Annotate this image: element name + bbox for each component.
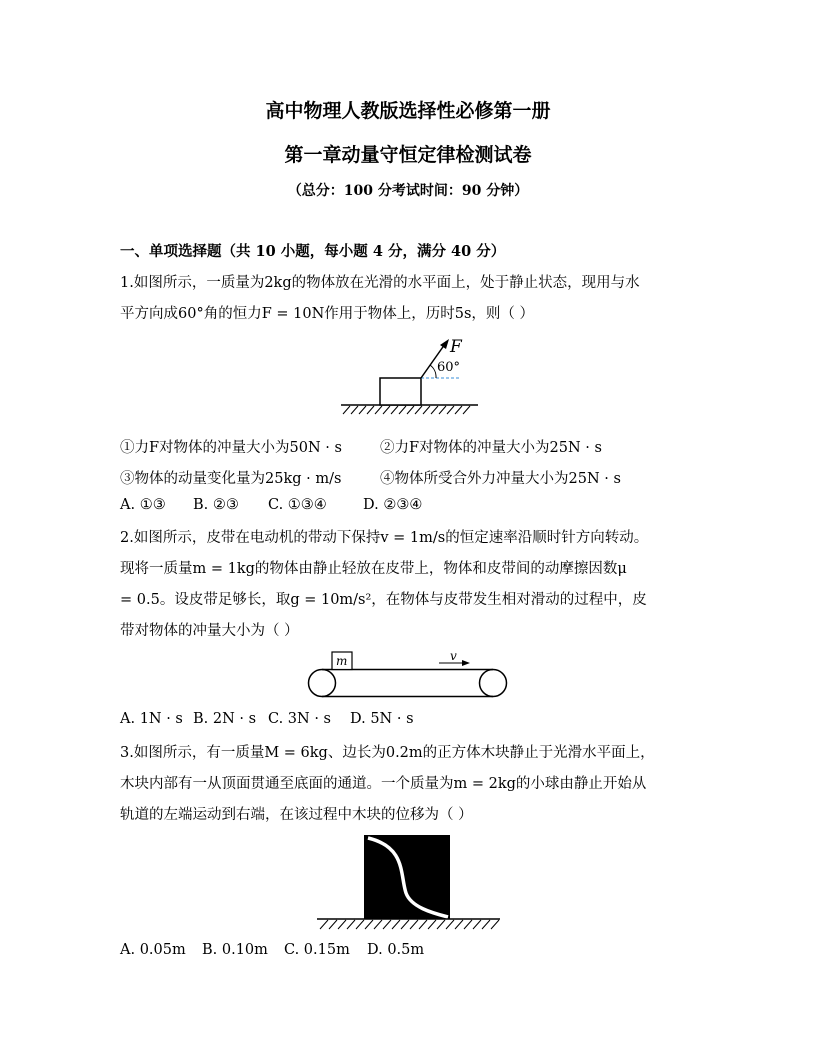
- q1-option-b[interactable]: B. ②③: [193, 497, 239, 513]
- q1-angle-arc: [430, 365, 436, 378]
- q1-angle-label: 60°: [437, 360, 461, 375]
- q1-statement-2: ②力F对物体的冲量大小为25N · s: [380, 440, 602, 456]
- q1-statement-3: ③物体的动量变化量为25kg · m/s: [120, 471, 342, 487]
- q3-figure: [314, 833, 502, 933]
- q1-block: [380, 378, 421, 405]
- q3-ground-hatch: [320, 920, 499, 929]
- q1-figure: [336, 334, 482, 416]
- q2-right-pulley: [480, 670, 507, 697]
- q2-left-pulley: [309, 670, 336, 697]
- section-heading: 一、单项选择题（共 10 小题，每小题 4 分，满分 40 分）: [120, 243, 506, 260]
- q2-option-a[interactable]: A. 1N · s: [120, 711, 183, 727]
- q3-option-b[interactable]: B. 0.10m: [202, 942, 268, 958]
- q3-stem-line2: 木块内部有一从顶面贯通至底面的通道。一个质量为m = 2kg的小球由静止开始从: [120, 776, 647, 792]
- exam-info: （总分：100 分考试时间：90 分钟）: [287, 183, 529, 199]
- q2-stem-line4: 带对物体的冲量大小为（ ）: [120, 623, 299, 639]
- q1-ground-hatch: [343, 406, 470, 414]
- exam-subtitle: 第一章动量守恒定律检测试卷: [284, 144, 532, 166]
- q3-option-c[interactable]: C. 0.15m: [284, 942, 350, 958]
- q2-stem-line3: = 0.5。设皮带足够长，取g = 10m/s²，在物体与皮带发生相对滑动的过程中，皮: [120, 592, 647, 608]
- q2-velocity-label: v: [450, 649, 457, 663]
- q1-force-arrowhead: [440, 339, 449, 349]
- q3-wooden-block: [364, 835, 450, 919]
- exam-title: 高中物理人教版选择性必修第一册: [265, 100, 551, 122]
- q1-force-label: F: [450, 337, 462, 357]
- q3-option-d[interactable]: D. 0.5m: [367, 942, 425, 958]
- q1-stem-line1: 1.如图所示，一质量为2kg的物体放在光滑的水平面上，处于静止状态，现用与水: [120, 275, 640, 291]
- q2-figure: [300, 647, 512, 703]
- q1-option-c[interactable]: C. ①③④: [268, 497, 327, 513]
- q2-option-b[interactable]: B. 2N · s: [193, 711, 257, 727]
- q1-option-d[interactable]: D. ②③④: [363, 497, 423, 513]
- q2-block-label: m: [336, 654, 348, 668]
- q1-stem-line2: 平方向成60°角的恒力F = 10N作用于物体上，历时5s，则（ ）: [120, 306, 535, 322]
- q3-stem-line1: 3.如图所示，有一质量M = 6kg、边长为0.2m的正方体木块静止于光滑水平面上，: [120, 745, 655, 761]
- q2-option-c[interactable]: C. 3N · s: [268, 711, 331, 727]
- q3-option-a[interactable]: A. 0.05m: [120, 942, 186, 958]
- q1-statement-4: ④物体所受合外力冲量大小为25N · s: [380, 471, 621, 487]
- q3-stem-line3: 轨道的左端运动到右端，在该过程中木块的位移为（ ）: [120, 807, 473, 823]
- q1-statement-1: ①力F对物体的冲量大小为50N · s: [120, 440, 342, 456]
- q2-option-d[interactable]: D. 5N · s: [350, 711, 414, 727]
- q1-option-a[interactable]: A. ①③: [120, 497, 166, 513]
- q2-stem-line1: 2.如图所示，皮带在电动机的带动下保持v = 1m/s的恒定速率沿顺时针方向转动。: [120, 530, 649, 546]
- q2-velocity-arrowhead: [462, 660, 470, 666]
- q2-stem-line2: 现将一质量m = 1kg的物体由静止轻放在皮带上，物体和皮带间的动摩擦因数μ: [120, 561, 627, 577]
